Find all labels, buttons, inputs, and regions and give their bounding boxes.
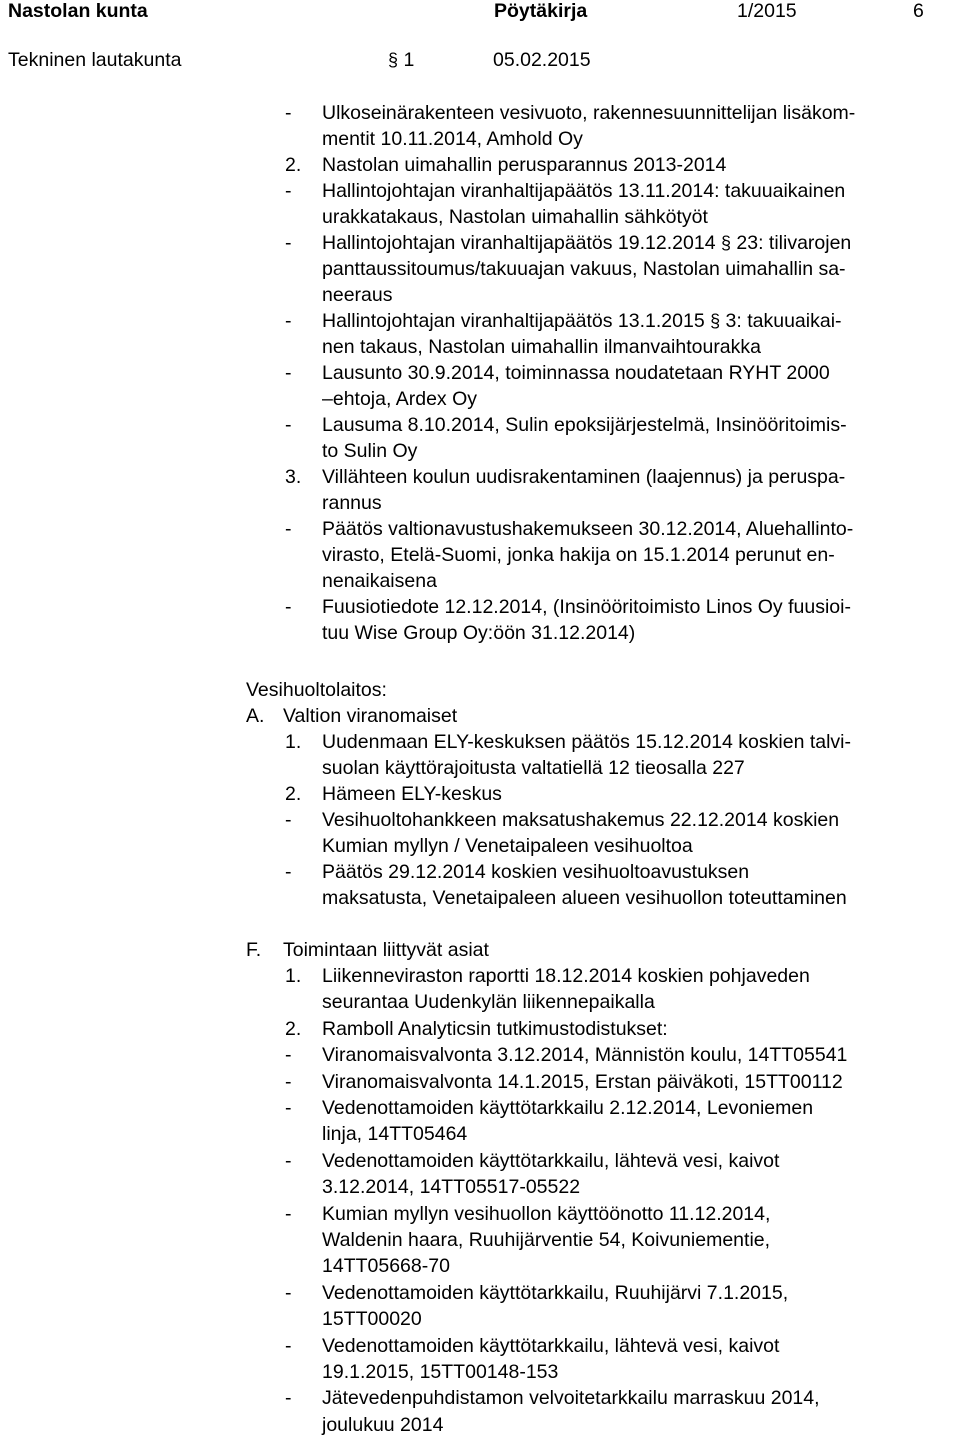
list-item-text: Hämeen ELY-keskus	[322, 783, 502, 805]
list-item-text: linja, 14TT05464	[322, 1123, 468, 1146]
doc-number: 1/2015	[737, 0, 797, 22]
list-marker: -	[285, 1044, 292, 1067]
list-item-text: virasto, Etelä-Suomi, jonka hakija on 15.1.2014 perunut en-	[322, 544, 835, 566]
list-item-text: tuu Wise Group Oy:öön 31.12.2014)	[322, 622, 636, 644]
list-marker: -	[285, 1281, 292, 1304]
list-item-text: joulukuu 2014	[322, 1413, 444, 1436]
list-item-text: Vedenottamoiden käyttötarkkailu, lähtevä vesi, kaivot	[322, 1149, 780, 1172]
list-item-text: seurantaa Uudenkylän liikennepaikalla	[322, 991, 655, 1014]
list-marker: -	[285, 518, 292, 540]
list-item-text: Vedenottamoiden käyttötarkkailu 2.12.2014, Levoniemen	[322, 1097, 814, 1119]
section-sign-icon: §	[388, 50, 399, 70]
org-name: Nastolan kunta	[8, 0, 148, 22]
meeting-number	[388, 47, 414, 73]
list-item-text: Hallintojohtajan viranhaltijapäätös 13.1.2015 § 3: takuuaikai-	[322, 310, 842, 332]
list-item-text: nen takaus, Nastolan uimahallin ilmanvaihtourakka	[322, 336, 761, 358]
list-item-text: Päätös 29.12.2014 koskien vesihuoltoavustuksen	[322, 861, 750, 883]
list-item-text: panttaussitoumus/takuuajan vakuus, Nastolan uimahallin sa-	[322, 258, 846, 280]
list-item-text: Ramboll Analyticsin tutkimustodistukset:	[322, 1017, 668, 1040]
list-item-text: Viranomaisvalvonta 3.12.2014, Männistön koulu, 14TT05541	[322, 1044, 848, 1067]
list-marker: 2.	[285, 1017, 302, 1040]
list-item-text: Waldenin haara, Ruuhijärventie 54, Koivuniementie,	[322, 1229, 771, 1251]
list-marker: -	[285, 809, 292, 831]
list-item-text: Liikenneviraston raportti 18.12.2014 koskien pohjaveden	[322, 965, 810, 987]
list-item-text: Hallintojohtajan viranhaltijapäätös 13.11.2014: takuuaikainen	[322, 180, 846, 202]
list-item-text: Kumian myllyn / Venetaipaleen vesihuoltoa	[322, 835, 693, 857]
list-marker: -	[285, 102, 292, 124]
list-item-text: Lausunto 30.9.2014, toiminnassa noudatetaan RYHT 2000	[322, 362, 830, 384]
list-marker: -	[285, 414, 292, 436]
list-item-text: to Sulin Oy	[322, 440, 418, 462]
list-marker: 1.	[285, 965, 302, 987]
page-number: 6	[913, 0, 924, 22]
list-marker: 2.	[285, 783, 302, 805]
list-item-text: nenaikaisena	[322, 570, 437, 592]
list-item-text: 15TT00020	[322, 1308, 422, 1331]
list-marker: -	[285, 1097, 292, 1119]
list-item-text: mentit 10.11.2014, Amhold Oy	[322, 128, 583, 150]
list-marker: -	[285, 180, 292, 202]
section-f-marker: F.	[246, 939, 262, 961]
list-item-text: rannus	[322, 492, 382, 514]
list-item-text: maksatusta, Venetaipaleen alueen vesihuollon toteuttaminen	[322, 887, 847, 909]
list-item-text: suolan käyttörajoitusta valtatiellä 12 tieosalla 227	[322, 757, 745, 779]
list-marker: -	[285, 310, 292, 332]
list-marker: -	[285, 1334, 292, 1357]
meeting-number-value: 1	[403, 49, 415, 71]
list-marker: 3.	[285, 466, 302, 488]
doc-type: Pöytäkirja	[494, 0, 588, 22]
list-item-text: urakkatakaus, Nastolan uimahallin sähkötyöt	[322, 206, 708, 228]
list-item-text: Viranomaisvalvonta 14.1.2015, Erstan päiväkoti, 15TT00112	[322, 1070, 843, 1093]
list-item-text: 3.12.2014, 14TT05517-05522	[322, 1176, 581, 1199]
list-marker: -	[285, 596, 292, 618]
list-item-text: Vedenottamoiden käyttötarkkailu, Ruuhijärvi 7.1.2015,	[322, 1281, 789, 1304]
section-a-title: Valtion viranomaiset	[283, 705, 458, 727]
list-item-text: Kumian myllyn vesihuollon käyttöönotto 11.12.2014,	[322, 1202, 771, 1225]
list-item-text: Nastolan uimahallin perusparannus 2013-2014	[322, 154, 727, 176]
list-item-text: Hallintojohtajan viranhaltijapäätös 19.12.2014 § 23: tilivarojen	[322, 232, 852, 254]
section-a-marker: A.	[246, 705, 265, 727]
list-marker: -	[285, 232, 292, 254]
list-item-text: Villähteen koulun uudisrakentaminen (laajennus) ja peruspa-	[322, 466, 846, 488]
list-marker: 1.	[285, 731, 302, 753]
board-name: Tekninen lautakunta	[8, 49, 182, 71]
meeting-date: 05.02.2015	[493, 49, 591, 71]
list-marker: -	[285, 362, 292, 384]
list-item-text: –ehtoja, Ardex Oy	[322, 388, 478, 410]
list-item-text: Vesihuoltohankkeen maksatushakemus 22.12.2014 koskien	[322, 809, 840, 831]
list-item-text: neeraus	[322, 284, 393, 306]
list-item-text: Jätevedenpuhdistamon velvoitetarkkailu marraskuu 2014,	[322, 1387, 820, 1410]
list-item-text: Lausuma 8.10.2014, Sulin epoksijärjestelmä, Insinööritoimis-	[322, 414, 847, 436]
section-sign-icon: §	[710, 311, 721, 331]
list-marker: -	[285, 861, 292, 883]
section-sign-icon: §	[720, 233, 731, 253]
section-heading: Vesihuoltolaitos:	[246, 679, 387, 701]
list-item-text: Päätös valtionavustushakemukseen 30.12.2014, Aluehallinto-	[322, 518, 854, 540]
list-marker: -	[285, 1070, 292, 1093]
list-item-text: 19.1.2015, 15TT00148-153	[322, 1361, 559, 1383]
list-marker: 2.	[285, 154, 302, 176]
list-marker: -	[285, 1202, 292, 1225]
list-item-text: Uudenmaan ELY-keskuksen päätös 15.12.2014 koskien talvi-	[322, 731, 852, 753]
list-item-text: 14TT05668-70	[322, 1255, 450, 1278]
list-marker: -	[285, 1387, 292, 1410]
list-marker: -	[285, 1149, 292, 1172]
list-item-text: Ulkoseinärakenteen vesivuoto, rakennesuunnittelijan lisäkom-	[322, 102, 856, 124]
list-item-text: Vedenottamoiden käyttötarkkailu, lähtevä vesi, kaivot	[322, 1334, 780, 1357]
list-item-text: Fuusiotiedote 12.12.2014, (Insinööritoimisto Linos Oy fuusioi-	[322, 596, 851, 618]
section-f-title: Toimintaan liittyvät asiat	[283, 939, 489, 961]
